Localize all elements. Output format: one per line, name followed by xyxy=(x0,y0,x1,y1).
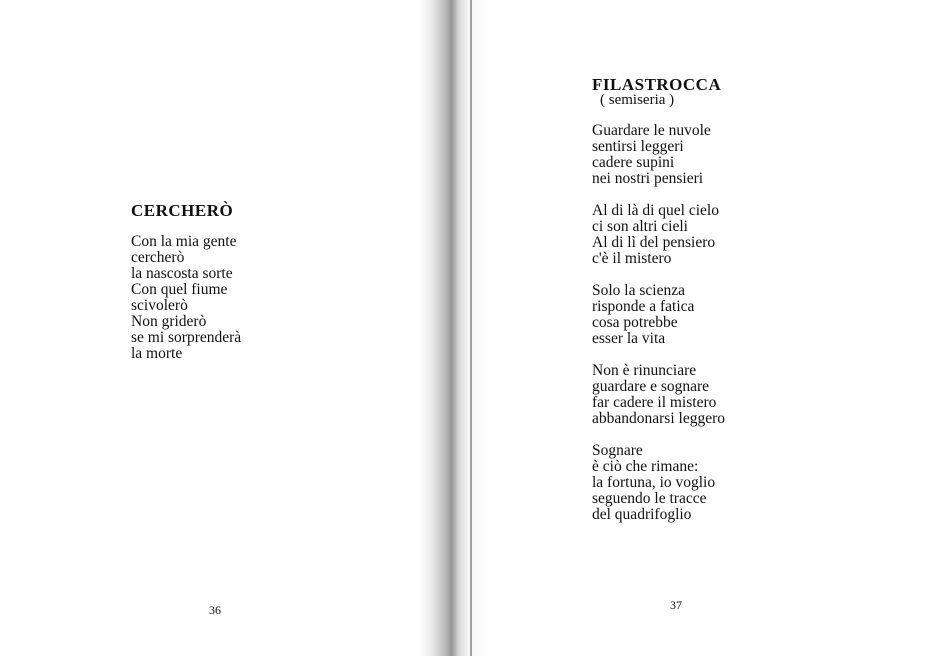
poem-line: Guardare le nuvole xyxy=(592,122,711,139)
stanza xyxy=(592,443,725,523)
stanza xyxy=(592,283,725,347)
poem-line: c'è il mistero xyxy=(592,250,672,267)
poem-line: Con la mia gente xyxy=(131,233,237,250)
stanza xyxy=(592,123,725,187)
poem-line: seguendo le tracce xyxy=(592,490,707,507)
poem-line: abbandonarsi leggero xyxy=(592,410,725,427)
poem-line: Sognare xyxy=(592,442,643,459)
poem-line: nei nostri pensieri xyxy=(592,170,704,187)
poem-line: Al di là di quel cielo xyxy=(592,202,719,219)
page-number: 37 xyxy=(670,598,682,612)
page-number: 36 xyxy=(209,603,221,617)
poem-line: se mi sorprenderà xyxy=(131,329,242,346)
poem-body xyxy=(131,234,241,362)
left-page xyxy=(0,0,432,656)
poem-line: cercherò xyxy=(131,249,185,266)
poem-line: risponde a fatica xyxy=(592,298,695,315)
poem-line: guardare e sognare xyxy=(592,378,710,395)
poem-line: cosa potrebbe xyxy=(592,314,678,331)
poem-line: è ciò che rimane: xyxy=(592,458,699,475)
poem-line: del quadrifoglio xyxy=(592,506,692,523)
stanza xyxy=(131,234,241,362)
poem-line: la nascosta sorte xyxy=(131,265,233,282)
poem-body xyxy=(592,123,725,523)
poem-line: far cadere il mistero xyxy=(592,394,717,411)
right-page xyxy=(472,0,944,656)
stanza xyxy=(592,203,725,267)
poem-line: la fortuna, io voglio xyxy=(592,474,716,491)
stanza xyxy=(592,363,725,427)
poem-title: FILASTROCCA xyxy=(592,75,722,94)
poem-line: sentirsi leggeri xyxy=(592,138,684,155)
poem-line: Non griderò xyxy=(131,313,207,330)
poem-line: Al di lì del pensiero xyxy=(592,234,716,251)
poem-line: cadere supini xyxy=(592,154,675,171)
poem-line: Solo la scienza xyxy=(592,282,685,299)
poem-line: esser la vita xyxy=(592,330,666,347)
poem-line: ci son altri cieli xyxy=(592,218,688,235)
poem-line: Con quel fiume xyxy=(131,281,228,298)
poem-subtitle: ( semiseria ) xyxy=(600,92,675,108)
poem-line: Non è rinunciare xyxy=(592,362,697,379)
poem-line: scivolerò xyxy=(131,297,188,314)
poem-title: CERCHERÒ xyxy=(131,201,234,220)
poem-line: la morte xyxy=(131,345,183,362)
